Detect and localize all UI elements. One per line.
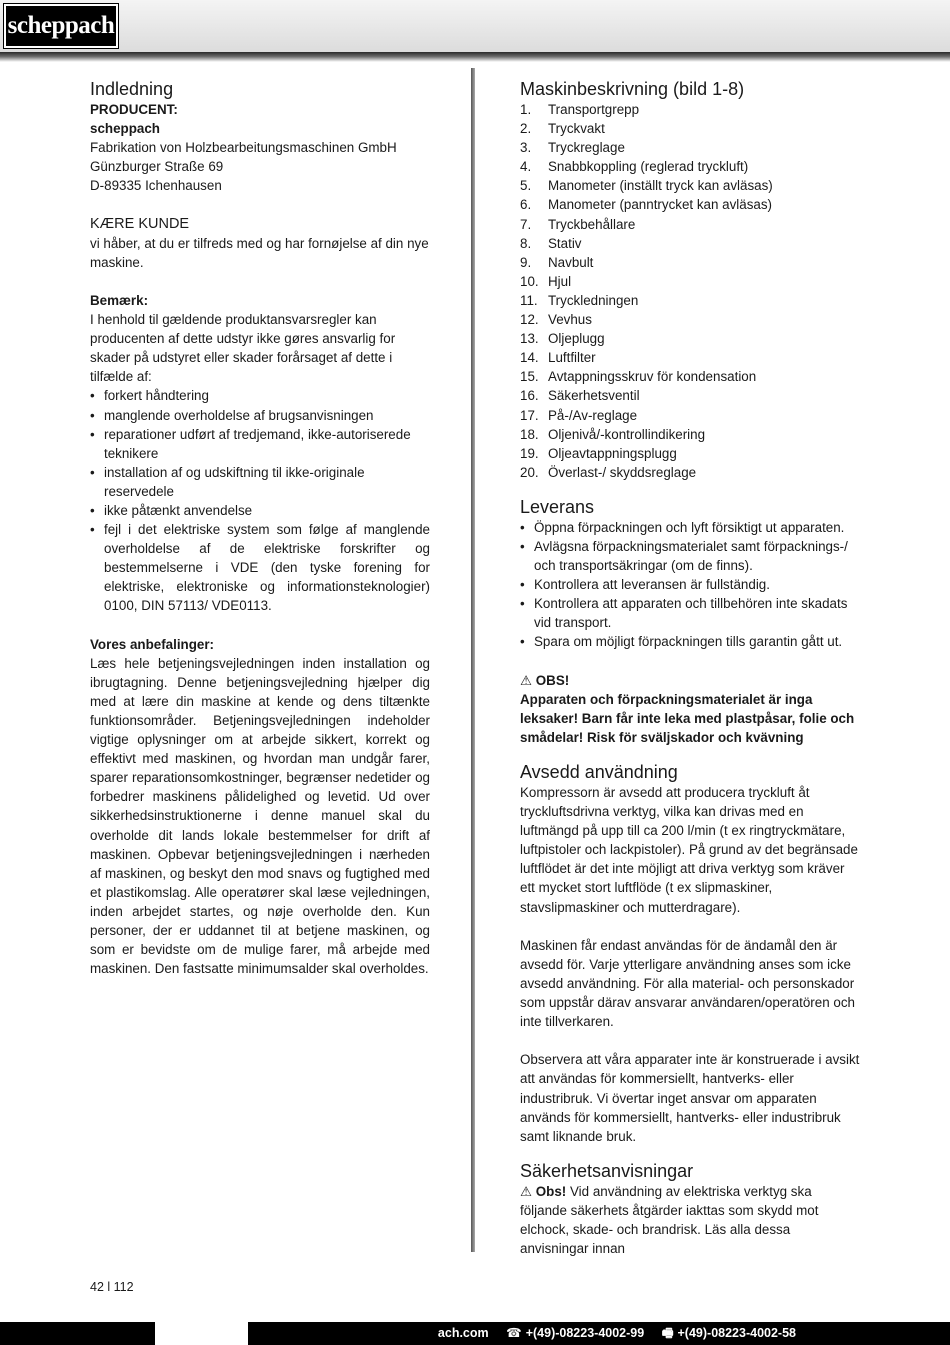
fax-icon: 🖷 — [661, 1326, 674, 1340]
left-column — [90, 78, 430, 978]
machine-parts-list — [520, 100, 860, 482]
list-item: 14. Luftfilter — [520, 350, 596, 366]
list-item: • Öppna förpackningen och lyft försiktigt ut apparaten. — [520, 518, 860, 537]
intended-use-paragraph: Maskinen får endast användas för de ändamål den är avsedd för. Varje ytterligare användning anses som icke avsedd användning. För alla material- och personskador som uppstår därav ansvarar användaren/operatören och inte tillverkaren. — [520, 937, 855, 1030]
list-item: • manglende overholdelse af brugsanvisningen — [90, 406, 430, 425]
safety-text: ⚠ Obs! Vid användning av elektriska verktyg ska följande säkerhets åtgärder iakttas som skydd mot elchock, skade- och brandrisk. Läs alla dessa anvisningar innan — [520, 1183, 819, 1257]
list-item: 6. Manometer (panntrycket kan avläsas) — [520, 197, 773, 213]
note-heading: Bemærk: — [90, 292, 149, 308]
list-item: 13. Oljeplugg — [520, 331, 605, 347]
list-item: 4. Snabbkoppling (reglerad tryckluft) — [520, 159, 749, 175]
list-item: • reparationer udført af tredjemand, ikke-autoriserede teknikere — [90, 425, 430, 463]
list-item: • fejl i det elektriske system som følge af manglende overholdelse af de elektriske forskrifter og bestemmelserne i VDE (den tyske forening for elektriske, elektroniske og informationsteknologier) 0100, DIN 57113/ VDE0113. — [90, 520, 430, 615]
list-item: 9. Navbult — [520, 254, 594, 270]
list-item: 19. Oljeavtappningsplugg — [520, 445, 677, 461]
list-item: • installation af og udskiftning til ikke-originale reservedele — [90, 463, 430, 501]
list-item: • Avlägsna förpackningsmaterialet samt förpacknings-/ och transportsäkringar (om de finns). — [520, 537, 860, 575]
list-item: 10. Hjul — [520, 273, 572, 289]
dear-customer-heading: KÆRE KUNDE — [90, 215, 190, 232]
list-item: 16. Säkerhetsventil — [520, 388, 640, 404]
section-title-delivery: Leverans — [520, 496, 595, 517]
right-column — [520, 78, 860, 1258]
note-text: I henhold til gældende produktansvarsregler kan producenten af dette udstyr ikke gøres ansvarlig for skader på udstyret eller skader forårsaget af dette i tilfælde af: — [90, 312, 396, 385]
producer-label: PRODUCENT: — [90, 102, 178, 117]
dear-customer-text: vi håber, at du er tilfreds med og har fornøjelse af din nye maskine. — [90, 235, 429, 270]
list-item: 12. Vevhus — [520, 312, 592, 328]
list-item: 20. Överlast-/ skyddsreglage — [520, 464, 697, 480]
list-item: • Spara om möjligt förpackningen tills garantin gått ut. — [520, 632, 860, 651]
address-line: Günzburger Straße 69 — [90, 159, 224, 175]
list-item: • ikke påtænkt anvendelse — [90, 501, 430, 520]
recommendations-text: Læs hele betjeningsvejledningen inden installation og ibrugtagning. Denne betjeningsvejledning hjælper dig med at lære din maskine at kende og dens tiltænkte funktionsområder. Betjeningsvejledningen indeholder vigtige oplysninger om at arbejde sikkert, korrekt og effektivt med maskinen, og hvordan man undgår farer, sparer reparationsomkostninger, begrænser nedetider og forbedrer maskinens pålidelighed og levetid. Ud over sikkerhedsinstruktionerne i denne manuel skal du overholde dit lands lokale bestemmelser for drift af maskinen. Opbevar betjeningsvejledningen i nærheden af maskinen, og beskyt den mod snavs og fugtighed med et plastikomslag. Alle operatører skal læse vejledningen, inden arbejdet startes, og nøje overholde den. Kun personer, der er uddannet til at betjene maskinen, og som er bevidste om de mulige farer, må arbejde med maskinen. Den fastsatte minimumsalder skal overholdes. — [90, 655, 430, 977]
section-title-intended-use: Avsedd användning — [520, 762, 678, 782]
warning-icon: ⚠ — [520, 672, 533, 688]
header-bar — [0, 0, 950, 53]
warning-icon: ⚠ — [520, 1183, 533, 1199]
footer-fax: +(49)-08223-4002-58 — [677, 1326, 796, 1340]
obs-warning-text: Apparaten och förpackningsmaterialet är inga leksaker! Barn får inte leka med plastpåsar, folie och smådelar! Risk för sväljskador och kvävning — [520, 691, 855, 745]
intended-use-paragraph: Observera att våra apparater inte är konstruerade i avsikt att användas för kommersiellt, hantverks- eller industribruk. Vi övertar inget ansvar om apparaten används för kommersiellt, hantverks- eller industribruk samt liknande bruk. — [520, 1052, 860, 1144]
footer-contact — [250, 1322, 950, 1345]
list-item: 17. På-/Av-reglage — [520, 407, 638, 423]
list-item: 5. Manometer (inställt tryck kan avläsas) — [520, 178, 773, 194]
list-item: 3. Tryckreglage — [520, 140, 625, 156]
address-line: D-89335 Ichenhausen — [90, 178, 222, 194]
producer-name: scheppach — [90, 121, 160, 137]
footer-phone: +(49)-08223-4002-99 — [525, 1326, 645, 1340]
list-item: • Kontrollera att leveransen är fullständig. — [520, 575, 860, 594]
column-divider — [471, 68, 475, 1252]
footer-white-block — [155, 1322, 248, 1345]
note-bullet-list — [90, 386, 430, 615]
footer-website: ach.com — [437, 1326, 489, 1340]
brand-logo: scheppach — [4, 4, 118, 48]
list-item: 11. Tryckledningen — [520, 292, 639, 308]
recommendations-heading: Vores anbefalinger: — [90, 636, 215, 652]
obs-warning-heading: ⚠ OBS! — [520, 672, 570, 688]
list-item: 15. Avtappningsskruv för kondensation — [520, 369, 757, 385]
intended-use-paragraph: Kompressorn är avsedd att producera tryckluft åt tryckluftsdrivna verktyg, vilka kan drivas med en luftmängd på upp till ca 200 l/min (t ex ringtryckmätare, luftpistoler och lackpistoler). På grund av det begränsade luftflödet är det inte möjligt att driva verktyg som kräver ett mycket stort luftflöde (t ex slipmaskiner, stavslipmaskiner och mutterdragare). — [520, 785, 858, 915]
list-item: 2. Tryckvakt — [520, 121, 605, 137]
header-shadow — [0, 52, 950, 62]
section-title-machine-description: Maskinbeskrivning (bild 1-8) — [520, 79, 745, 99]
list-item: 1. Transportgrepp — [520, 102, 640, 117]
section-title-safety: Säkerhetsanvisningar — [520, 1160, 694, 1181]
section-title-introduction: Indledning — [90, 79, 174, 99]
list-item: • Kontrollera att apparaten och tillbehören inte skadats vid transport. — [520, 594, 860, 632]
address-line: Fabrikation von Holzbearbeitungsmaschinen GmbH — [90, 140, 397, 156]
list-item: • forkert håndtering — [90, 386, 430, 405]
delivery-bullet-list — [520, 518, 860, 652]
list-item: 18. Oljenivå/-kontrollindikering — [520, 426, 706, 442]
list-item: 8. Stativ — [520, 235, 582, 251]
page-number: 42 l 112 — [90, 1280, 134, 1294]
phone-icon: ☎ — [506, 1326, 522, 1340]
list-item: 7. Tryckbehållare — [520, 216, 636, 232]
